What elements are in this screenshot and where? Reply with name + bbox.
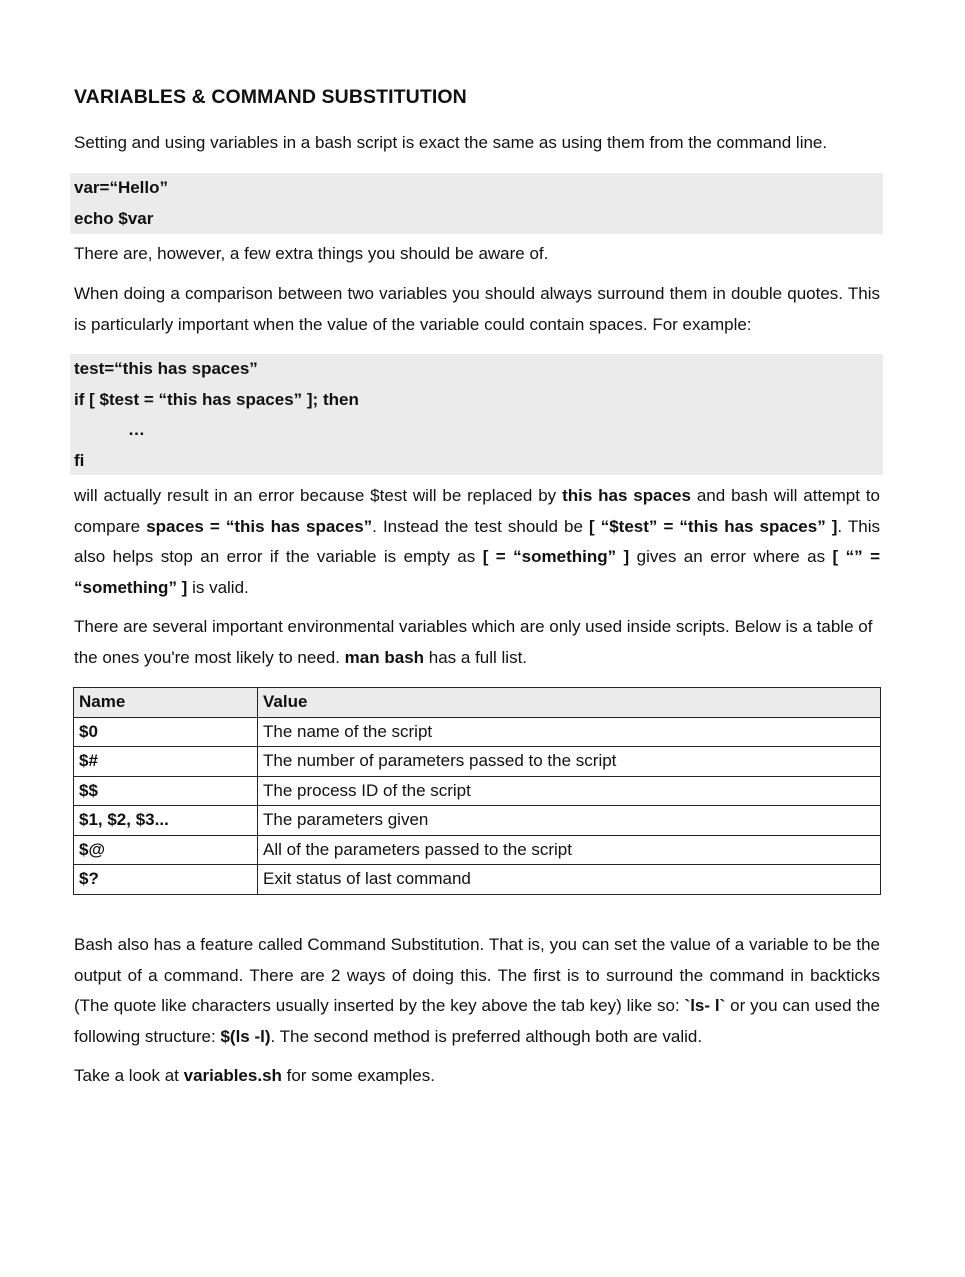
error-explanation-paragraph (74, 481, 880, 603)
text-segment: will actually result in an error because $test will be replaced by (74, 486, 563, 505)
table-row (74, 776, 881, 806)
text-segment: for some examples. (281, 1066, 435, 1085)
variable-value: The name of the script (258, 717, 881, 747)
bold-text: [ = “something” ] (482, 547, 630, 566)
text-segment: Bash also has a feature called Command Substitution. That is, you can set the value of a variable to be the output of a command. There are 2 ways of doing this. The first is to surround the command in backticks (The quote like characters usually inserted by the key above the tab key) like so: (74, 935, 880, 1015)
header-value: Value (258, 688, 881, 718)
bold-text: [ “$test” = “this has spaces” ] (589, 516, 838, 536)
text-segment: . This also helps stop an error if the variable is empty as (74, 516, 881, 566)
text-segment: Setting and using variables in a bash script is exact the same as using them from the command line. (74, 133, 828, 152)
section-heading: VARIABLES & COMMAND SUBSTITUTION (74, 86, 467, 108)
variable-name: $# (74, 747, 258, 777)
bold-text: $(ls -l) (220, 1026, 271, 1046)
text-segment: There are several important environmental variables which are only used inside scripts. Below is a table of the ones you're most likely to need. (74, 617, 873, 667)
table-row (74, 747, 881, 777)
bold-text: spaces = “this has spaces” (146, 516, 373, 536)
env-vars-paragraph (74, 612, 880, 673)
variable-name: $$ (74, 776, 258, 806)
variable-name: $? (74, 865, 258, 895)
text-segment: has a full list. (424, 647, 528, 667)
text-segment: . Instead the test should be (372, 516, 589, 536)
text-segment: or you can used the following structure: (74, 996, 881, 1046)
text-segment: is valid. (187, 577, 249, 597)
variable-value: The parameters given (258, 806, 881, 836)
intro-paragraph (74, 128, 880, 159)
bold-text: variables.sh (183, 1066, 282, 1085)
bold-text: this has spaces (562, 486, 691, 505)
variable-value: All of the parameters passed to the script (258, 835, 881, 865)
caveat-paragraph (74, 239, 880, 270)
text-segment: . The second method is preferred although both are valid. (270, 1026, 703, 1046)
code-line: if [ $test = “this has spaces” ]; then (74, 389, 359, 409)
code-line: var=“Hello” (74, 178, 169, 197)
table-header-row (74, 688, 881, 718)
code-block-comparison (70, 354, 883, 475)
table-row (74, 835, 881, 865)
variable-name: $0 (74, 717, 258, 747)
text-segment: gives an error where as (629, 547, 833, 566)
code-line: echo $var (74, 208, 154, 228)
header-name: Name (74, 688, 258, 718)
command-substitution-paragraph (74, 930, 880, 1052)
variable-value: The number of parameters passed to the script (258, 747, 881, 777)
code-block-variables (70, 173, 883, 234)
table-row (74, 717, 881, 747)
code-line: … (128, 420, 145, 439)
text-segment: Take a look at (74, 1066, 184, 1085)
text-segment: When doing a comparison between two variables you should always surround them in double quotes. This is particularly important when the value of the variable could contain spaces. For example: (74, 284, 880, 334)
code-line: test=“this has spaces” (74, 359, 258, 378)
special-variables-table (73, 687, 881, 895)
table-row (74, 806, 881, 836)
code-line: fi (74, 450, 85, 470)
variable-value: The process ID of the script (258, 776, 881, 806)
bold-text: [ “” = “something” ] (74, 547, 880, 597)
bold-text: `ls- l` (684, 996, 726, 1015)
table-row (74, 865, 881, 895)
variable-value: Exit status of last command (258, 865, 881, 895)
bold-text: man bash (344, 647, 425, 667)
text-segment: and bash will attempt to compare (74, 486, 881, 536)
examples-paragraph (74, 1061, 880, 1092)
variable-name: $@ (74, 835, 258, 865)
variable-name: $1, $2, $3... (74, 806, 258, 836)
comparison-paragraph (74, 279, 880, 340)
text-segment: There are, however, a few extra things you should be aware of. (74, 244, 549, 263)
